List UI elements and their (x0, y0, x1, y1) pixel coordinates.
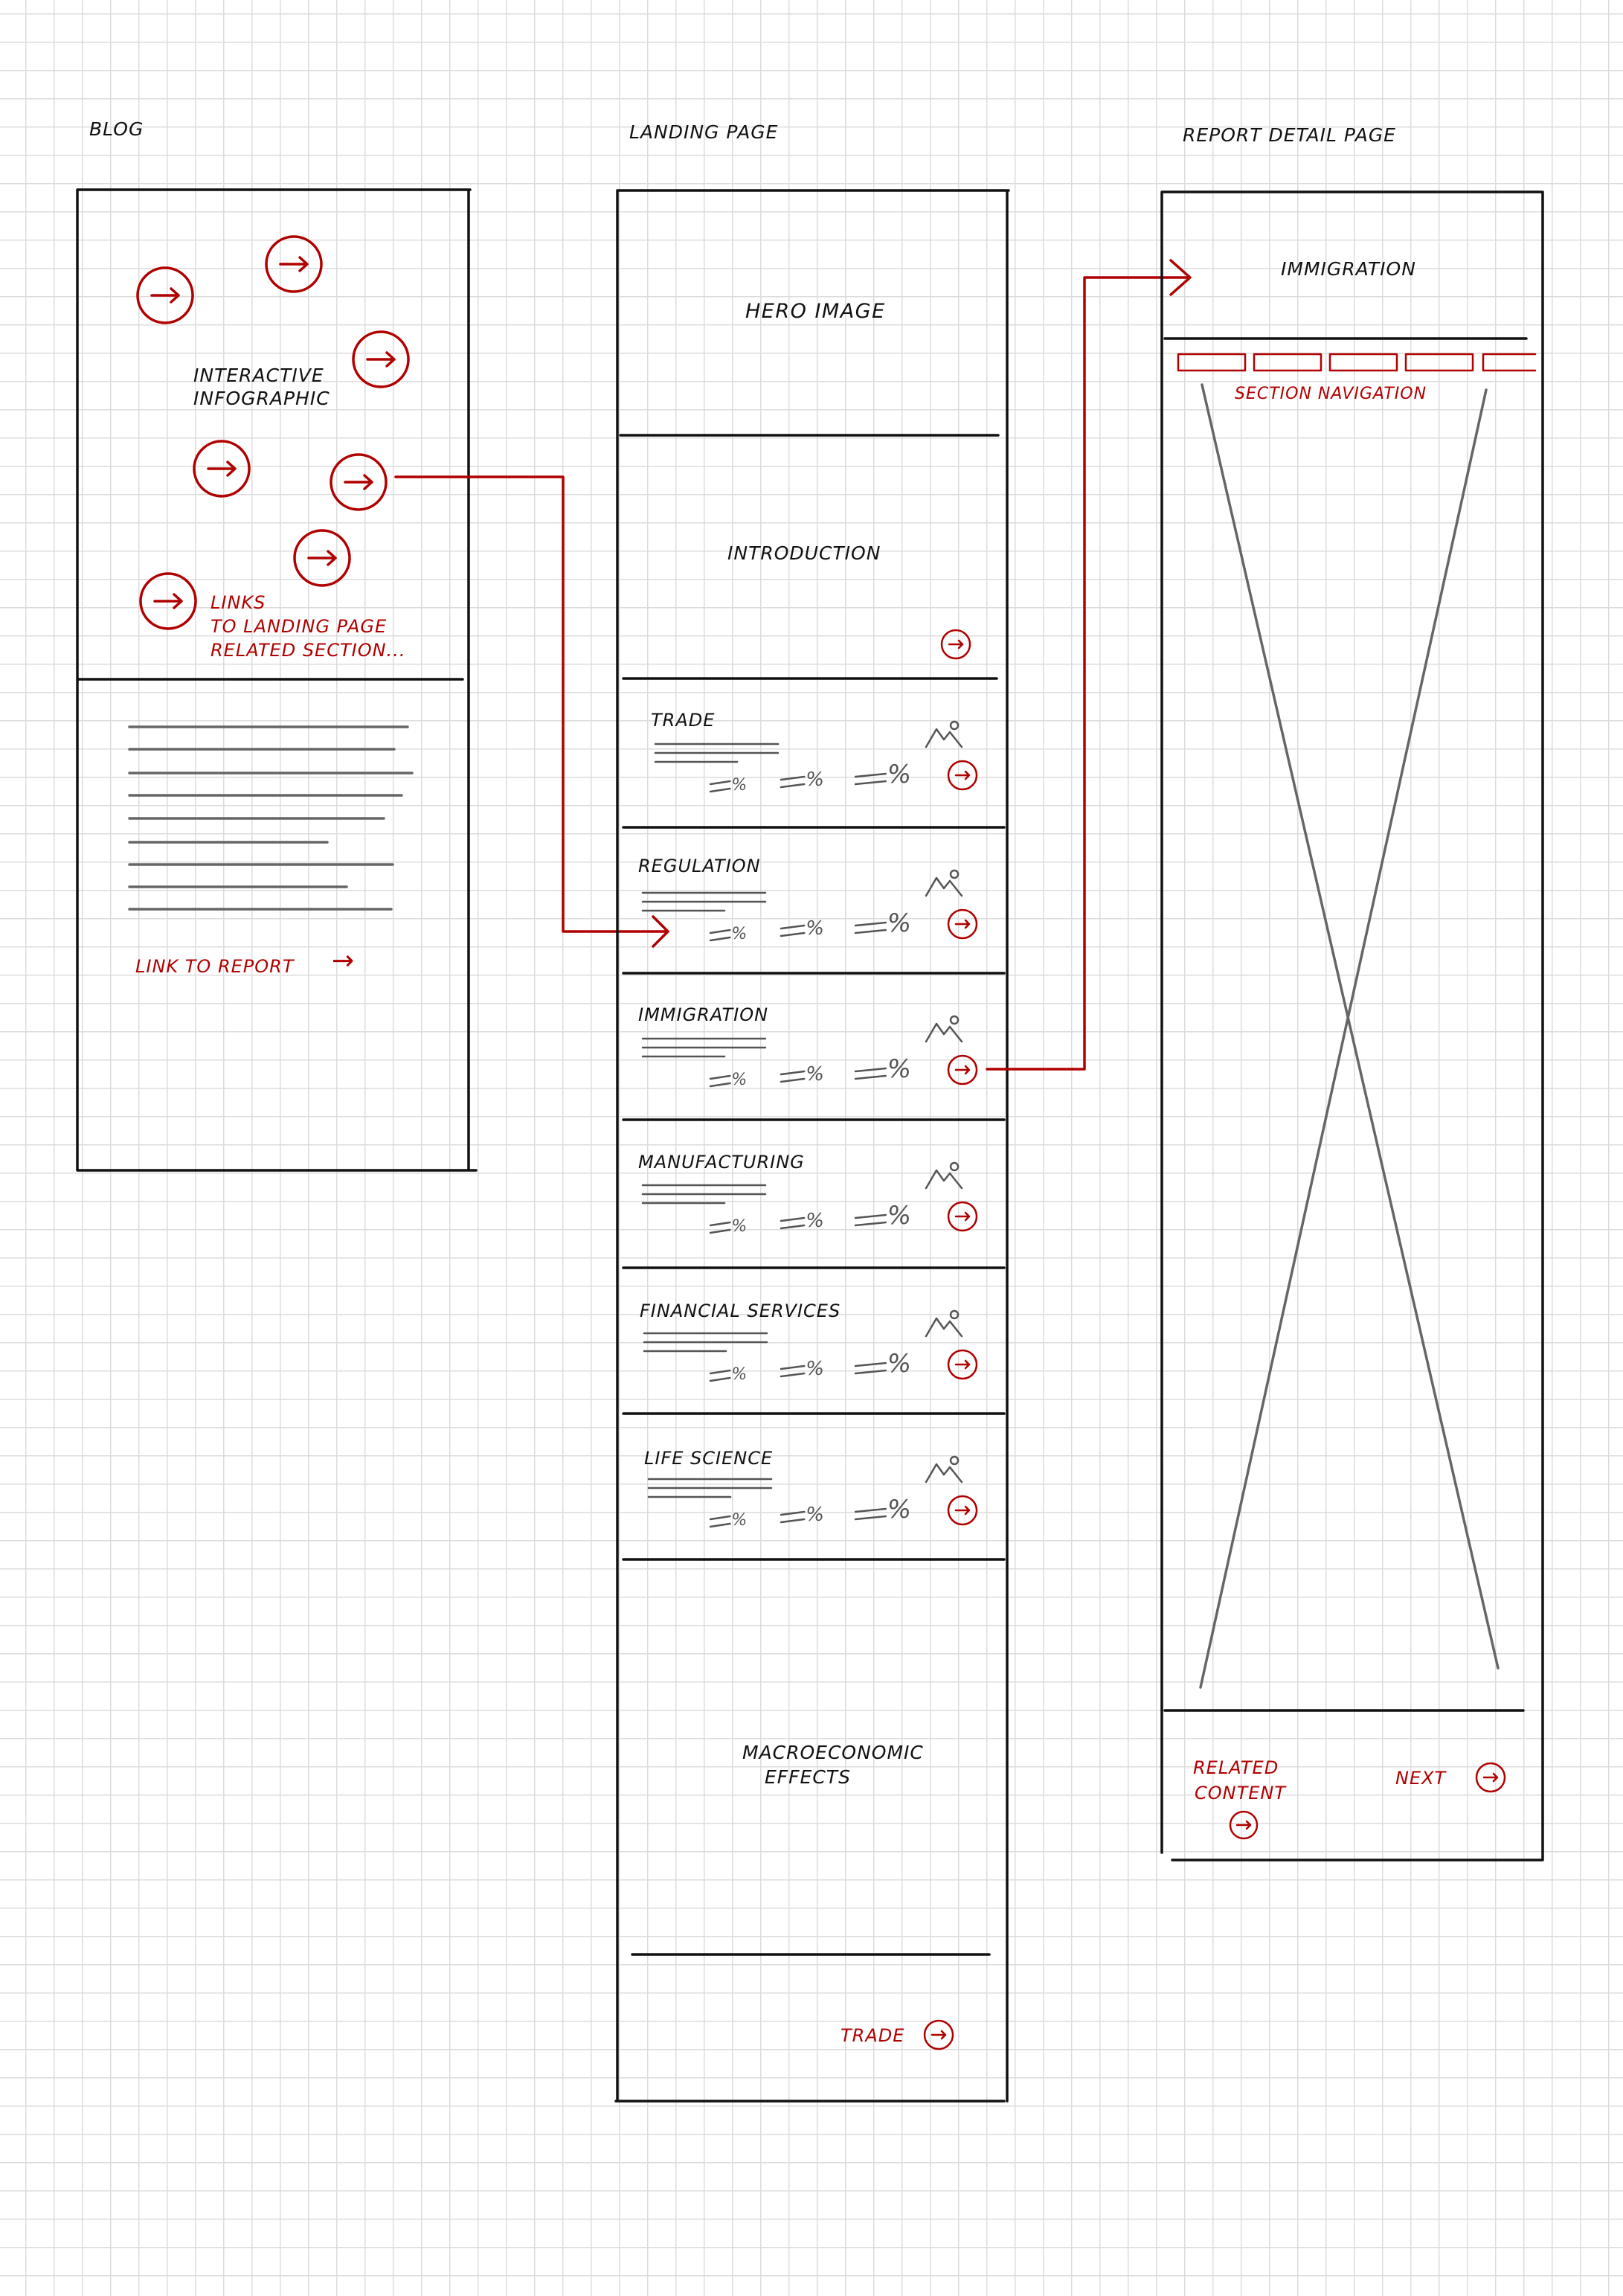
mountain-image-icon (926, 870, 962, 896)
arrow-circle-icon[interactable] (948, 1202, 977, 1231)
footer-trade-link[interactable] (841, 2021, 953, 2049)
connector-immigration-to-report (987, 260, 1190, 1069)
stat-dash (710, 1076, 730, 1086)
mountain-image-icon (926, 722, 962, 747)
stat-dash (781, 1071, 804, 1082)
stat-percent: % (887, 1349, 912, 1379)
next-link[interactable] (1395, 1763, 1505, 1792)
section-list (623, 710, 1004, 1559)
stat-dash (781, 1512, 804, 1522)
body-text-placeholder (129, 727, 412, 909)
landing-column (616, 121, 1009, 2101)
mountain-image-icon (926, 1016, 962, 1042)
stat-dash (855, 1509, 886, 1519)
section-tab[interactable] (1483, 354, 1535, 371)
section-label: TRADE (651, 710, 716, 731)
section-block[interactable] (623, 1301, 1004, 1414)
stat-percent: % (806, 1210, 824, 1232)
section-navigation-tabs[interactable] (1178, 354, 1535, 371)
stat-dash (855, 1363, 886, 1373)
stat-percent: % (731, 1071, 748, 1089)
stat-percent: % (731, 1511, 748, 1530)
section-block[interactable] (623, 1448, 1004, 1559)
section-text-placeholder (643, 1039, 765, 1056)
stat-percent: % (731, 925, 748, 943)
stat-percent: % (731, 1217, 748, 1236)
section-label: FINANCIAL SERVICES (640, 1301, 841, 1321)
related-content-label: RELATED (1193, 1757, 1279, 1778)
landing-frame (616, 190, 1009, 2101)
next-label: NEXT (1395, 1768, 1447, 1789)
hotspot-arrow-icon[interactable] (266, 237, 321, 292)
arrow-circle-icon[interactable] (925, 2021, 953, 2049)
stat-percent: % (887, 760, 912, 789)
stat-dash (855, 923, 886, 933)
hotspot-arrow-icon[interactable] (295, 530, 350, 586)
landing-title: LANDING PAGE (629, 121, 779, 143)
arrow-circle-icon[interactable] (948, 910, 977, 938)
arrow-circle-icon[interactable] (942, 630, 970, 658)
report-heading: IMMIGRATION (1281, 258, 1416, 280)
hero-image-label: HERO IMAGE (745, 300, 886, 323)
stat-dash (855, 774, 886, 784)
report-column (1162, 124, 1543, 1860)
section-tab[interactable] (1406, 354, 1473, 371)
hotspot-arrow-icon[interactable] (194, 441, 249, 496)
infographic-label: INTERACTIVE (193, 365, 324, 386)
section-text-placeholder (655, 744, 778, 762)
stat-percent: % (731, 1365, 748, 1384)
stat-percent: % (806, 1504, 824, 1526)
arrow-circle-icon[interactable] (948, 761, 977, 789)
macro-label-2: EFFECTS (765, 1766, 851, 1788)
report-title: REPORT DETAIL PAGE (1183, 124, 1396, 146)
stat-dash (710, 1222, 730, 1233)
section-label: REGULATION (638, 856, 761, 876)
arrow-circle-icon[interactable] (948, 1056, 977, 1084)
stat-dash (855, 1068, 886, 1079)
arrow-circle-icon[interactable] (948, 1350, 977, 1379)
hotspot-arrow-icon[interactable] (353, 332, 408, 387)
stat-dash (781, 1218, 804, 1228)
connector-blog-to-regulation (396, 477, 668, 946)
arrow-circle-icon[interactable] (948, 1496, 977, 1524)
links-note: LINKS (210, 592, 266, 613)
introduction-label: INTRODUCTION (727, 542, 881, 564)
section-label: MANUFACTURING (638, 1152, 805, 1173)
stat-percent: % (806, 1063, 824, 1086)
link-to-report[interactable] (135, 946, 355, 977)
stat-dash (710, 1370, 730, 1381)
stat-dash (710, 1516, 730, 1527)
stat-percent: % (806, 769, 824, 791)
section-label: LIFE SCIENCE (644, 1448, 774, 1469)
link-to-report-label: LINK TO REPORT (135, 956, 295, 977)
stat-percent: % (887, 1201, 912, 1231)
hotspot-arrow-icon[interactable] (331, 455, 386, 510)
section-text-placeholder (644, 1333, 767, 1351)
section-block[interactable] (623, 710, 1004, 827)
stat-percent: % (887, 1495, 912, 1524)
arrow-circle-icon[interactable] (1230, 1812, 1257, 1838)
stat-percent: % (806, 917, 824, 940)
section-block[interactable] (623, 1152, 1004, 1268)
stat-dash (710, 781, 730, 792)
link-to-report-arrow-icon: → (332, 946, 356, 976)
stat-dash (781, 926, 804, 936)
stat-dash (855, 1215, 886, 1225)
stat-percent: % (887, 908, 912, 938)
macro-label: MACROECONOMIC (742, 1742, 924, 1763)
section-text-placeholder (643, 1185, 765, 1203)
mountain-image-icon (926, 1163, 962, 1188)
section-text-placeholder (649, 1479, 771, 1497)
related-content-link[interactable] (1193, 1757, 1287, 1838)
section-navigation-label: SECTION NAVIGATION (1235, 385, 1427, 403)
section-block[interactable] (623, 856, 1004, 973)
mountain-image-icon (926, 1457, 962, 1482)
mountain-image-icon (926, 1311, 962, 1336)
hotspot-arrow-icon[interactable] (138, 268, 193, 323)
stat-dash (710, 930, 730, 940)
stat-percent: % (806, 1358, 824, 1380)
links-note-2: TO LANDING PAGE (210, 616, 388, 637)
section-label: IMMIGRATION (638, 1004, 769, 1025)
stat-percent: % (887, 1054, 912, 1084)
section-tab[interactable] (1330, 354, 1397, 371)
links-note-3: RELATED SECTION... (210, 640, 406, 661)
image-placeholder-cross (1201, 385, 1498, 1687)
blog-column (77, 118, 476, 1170)
infographic-label-2: INFOGRAPHIC (193, 388, 330, 409)
footer-trade-label: TRADE (841, 2025, 905, 2046)
section-block[interactable] (623, 1004, 1004, 1120)
arrow-circle-icon[interactable] (1476, 1763, 1505, 1792)
stat-dash (781, 777, 804, 787)
hotspot-arrow-icon[interactable] (141, 574, 196, 629)
section-tab[interactable] (1254, 354, 1321, 371)
stat-percent: % (731, 776, 748, 795)
section-tab[interactable] (1178, 354, 1245, 371)
section-text-placeholder (643, 893, 765, 911)
blog-title: BLOG (89, 118, 144, 140)
related-content-label-2: CONTENT (1195, 1783, 1287, 1803)
stat-dash (781, 1366, 804, 1376)
